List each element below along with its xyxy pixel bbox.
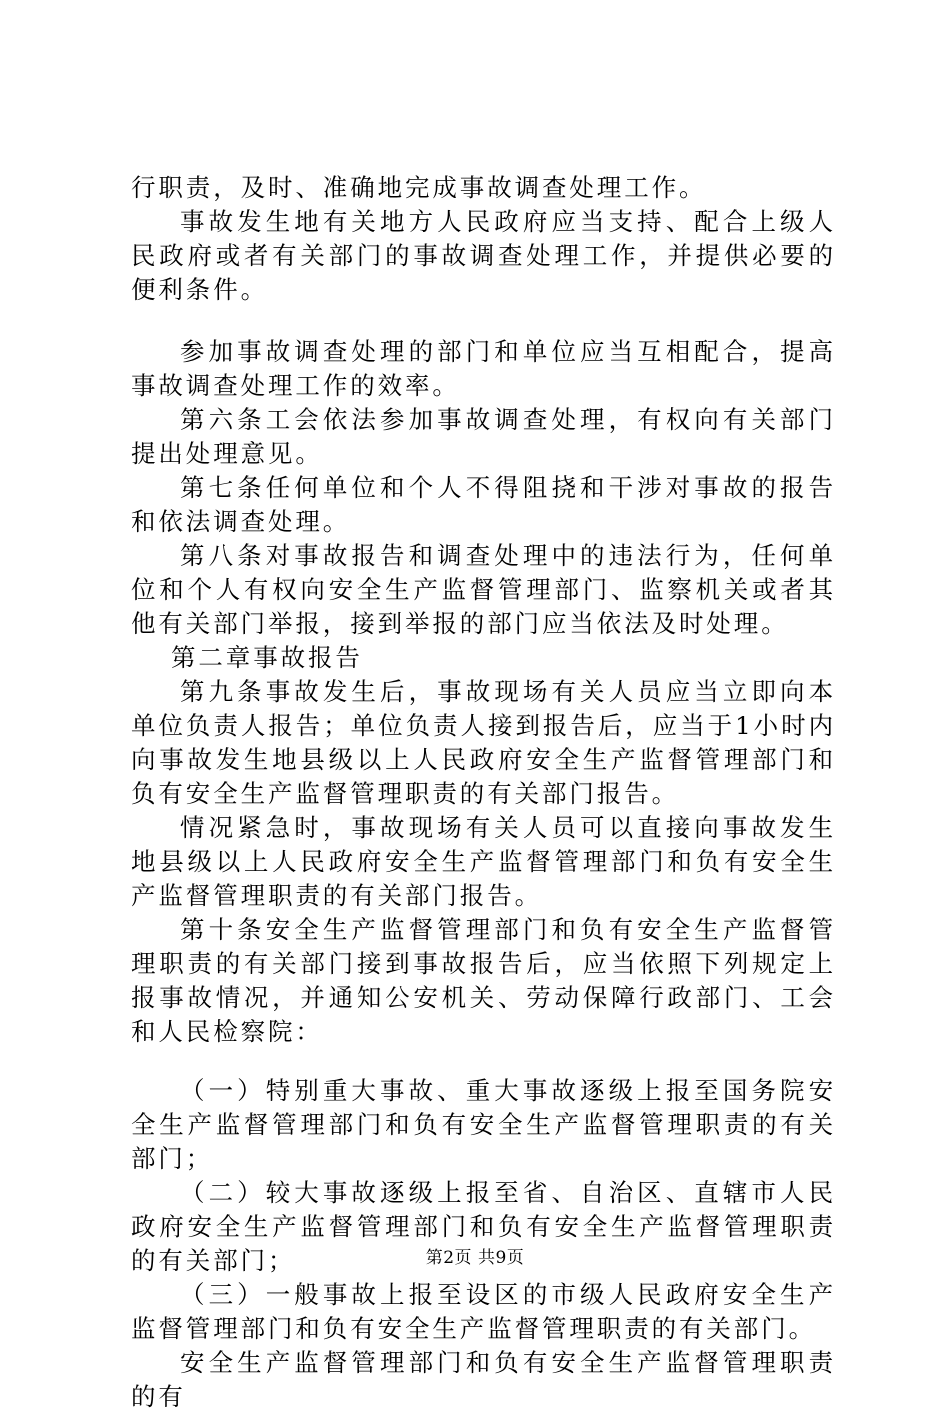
document-body [131,171,836,1414]
page-number-footer: 第2页 共9页 [425,1248,525,1268]
paragraph-article-9: 第九条事故发生后，事故现场有关人员应当立即向本单位负责人报告；单位负责人接到报告后，应当于1小时内向事故发生地县级以上人民政府安全生产监督管理部门和负有安全生产监督管理职责的有关部门报告。 [131,677,836,808]
list-item-3: （三）一般事故上报至设区的市级人民政府安全生产监督管理部门和负有安全生产监督管理职责的有关部门。 [131,1280,836,1343]
paragraph-article-7: 第七条任何单位和个人不得阻挠和干涉对事故的报告和依法调查处理。 [131,473,836,536]
chapter-heading: 第二章事故报告 [171,643,363,672]
list-item-1: （一）特别重大事故、重大事故逐级上报至国务院安全生产监督管理部门和负有安全生产监督管理职责的有关部门； [131,1076,836,1173]
paragraph-local-government-support: 事故发生地有关地方人民政府应当支持、配合上级人民政府或者有关部门的事故调查处理工作，并提供必要的便利条件。 [131,207,836,304]
paragraph-final: 安全生产监督管理部门和负有安全生产监督管理职责的有 [131,1348,836,1411]
paragraph-cooperation: 参加事故调查处理的部门和单位应当互相配合，提高事故调查处理工作的效率。 [131,337,836,400]
paragraph-article-8: 第八条对事故报告和调查处理中的违法行为，任何单位和个人有权向安全生产监督管理部门、监察机关或者其他有关部门举报，接到举报的部门应当依法及时处理。 [131,541,836,638]
paragraph-article-6: 第六条工会依法参加事故调查处理，有权向有关部门提出处理意见。 [131,405,836,468]
paragraph-emergency: 情况紧急时，事故现场有关人员可以直接向事故发生地县级以上人民政府安全生产监督管理部门和负有安全生产监督管理职责的有关部门报告。 [131,813,836,910]
paragraph-article-10: 第十条安全生产监督管理部门和负有安全生产监督管理职责的有关部门接到事故报告后，应当依照下列规定上报事故情况，并通知公安机关、劳动保障行政部门、工会和人民检察院： [131,915,836,1046]
list-item-2: （二）较大事故逐级上报至省、自治区、直辖市人民政府安全生产监督管理部门和负有安全生产监督管理职责的有关部门； [131,1178,836,1275]
paragraph-continuation: 行职责，及时、准确地完成事故调查处理工作。 [131,173,707,202]
